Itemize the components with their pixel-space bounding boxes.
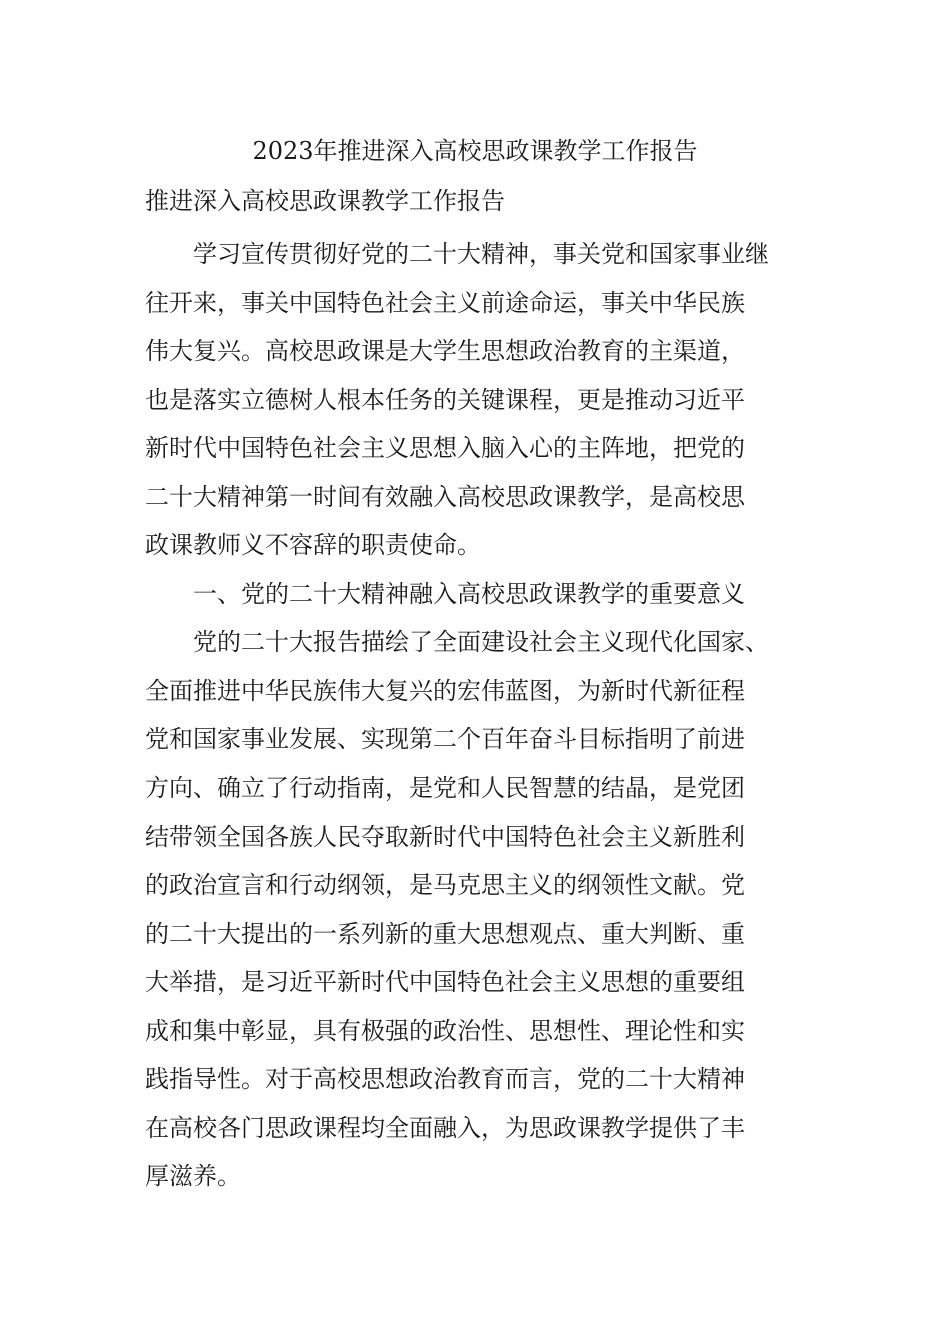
document-subtitle: 推进深入高校思政课教学工作报告 bbox=[145, 187, 505, 215]
paragraph-line: 往开来，事关中国特色社会主义前途命运，事关中华民族 bbox=[145, 288, 745, 317]
paragraph-line: 方向、确立了行动指南，是党和人民智慧的结晶，是党团 bbox=[145, 774, 745, 803]
paragraph-line: 成和集中彰显，具有极强的政治性、思想性、理论性和实 bbox=[145, 1016, 745, 1045]
paragraph-line: 党和国家事业发展、实现第二个百年奋斗目标指明了前进 bbox=[145, 725, 745, 754]
paragraph-line: 在高校各门思政课程均全面融入，为思政课教学提供了丰 bbox=[145, 1113, 745, 1142]
paragraph-line: 结带领全国各族人民夺取新时代中国特色社会主义新胜利 bbox=[145, 822, 745, 851]
paragraph-line: 二十大精神第一时间有效融入高校思政课教学，是高校思 bbox=[145, 482, 745, 511]
paragraph-line: 大举措，是习近平新时代中国特色社会主义思想的重要组 bbox=[145, 968, 745, 997]
paragraph-line: 厚滋养。 bbox=[145, 1162, 241, 1191]
paragraph-line: 政课教师义不容辞的职责使命。 bbox=[145, 531, 481, 560]
paragraph-line: 伟大复兴。高校思政课是大学生思想政治教育的主渠道， bbox=[145, 337, 745, 366]
paragraph-line: 新时代中国特色社会主义思想入脑入心的主阵地，把党的 bbox=[145, 434, 745, 463]
paragraph-line: 的政治宣言和行动纲领，是马克思主义的纲领性文献。党 bbox=[145, 871, 745, 900]
document-title: 2023年推进深入高校思政课教学工作报告 bbox=[252, 137, 698, 165]
paragraph-line: 党的二十大报告描绘了全面建设社会主义现代化国家、 bbox=[145, 628, 769, 657]
paragraph-line: 学习宣传贯彻好党的二十大精神，事关党和国家事业继 bbox=[145, 240, 769, 268]
paragraph-line: 践指导性。对于高校思想政治教育而言，党的二十大精神 bbox=[145, 1065, 745, 1094]
paragraph-line: 的二十大提出的一系列新的重大思想观点、重大判断、重 bbox=[145, 919, 745, 948]
section-heading: 一、党的二十大精神融入高校思政课教学的重要意义 bbox=[145, 579, 745, 608]
paragraph-line: 全面推进中华民族伟大复兴的宏伟蓝图，为新时代新征程 bbox=[145, 676, 745, 705]
paragraph-line: 也是落实立德树人根本任务的关键课程，更是推动习近平 bbox=[145, 385, 745, 414]
document-body bbox=[145, 230, 810, 1201]
